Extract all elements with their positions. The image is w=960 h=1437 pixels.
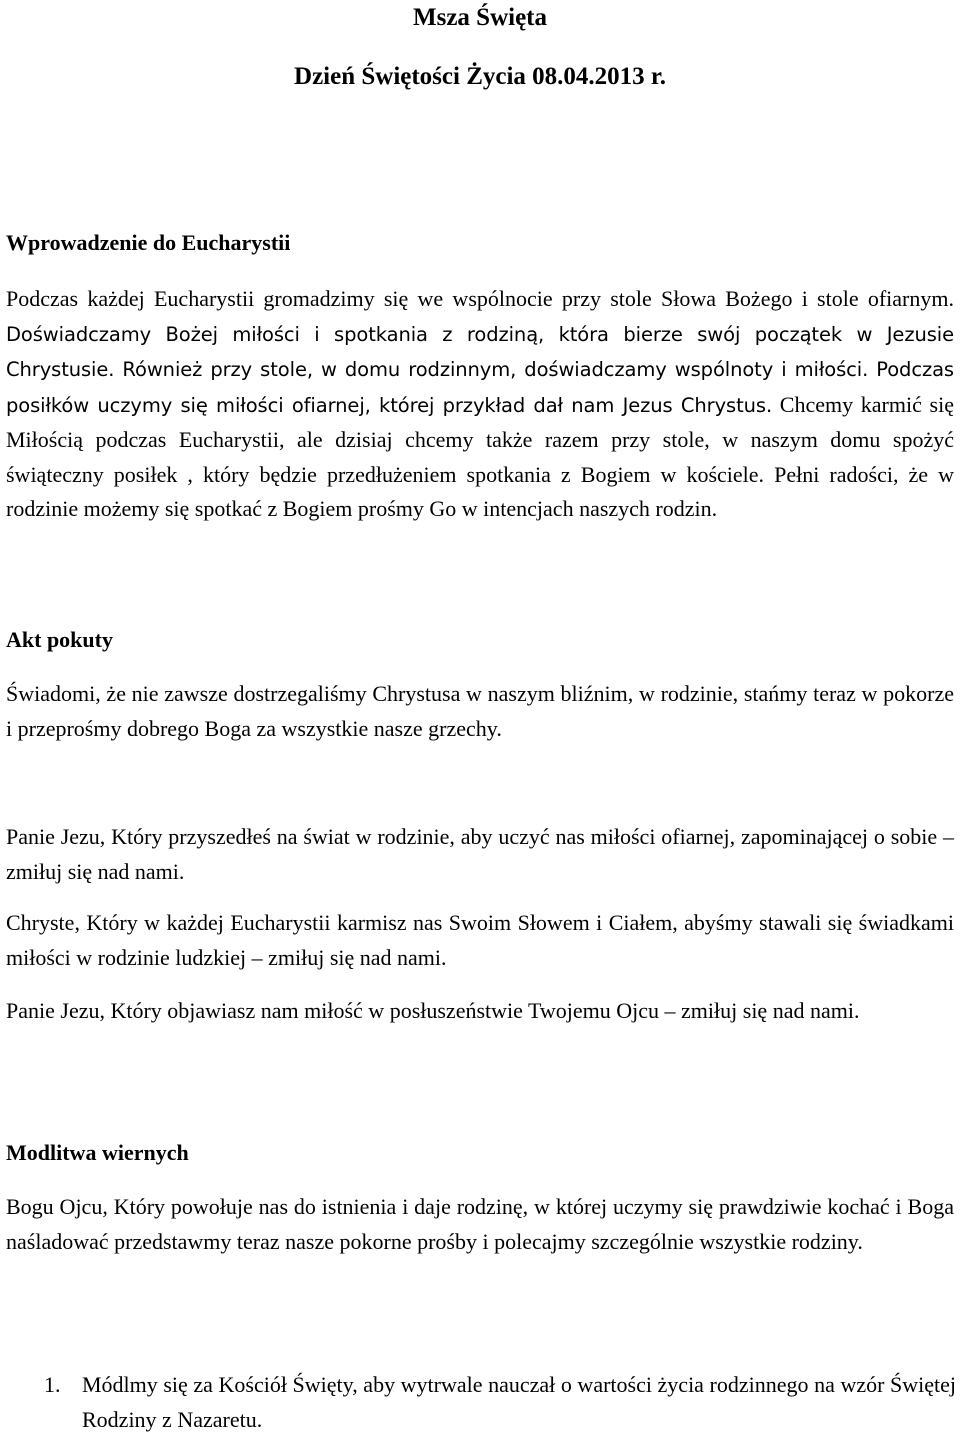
list-item-number: 1. <box>44 1372 61 1397</box>
penance-invocation-2: Chryste, Który w każdej Eucharystii karmisz nas Swoim Słowem i Ciałem, abyśmy stawali się świadkami miłości w rodzinie ludzkiej – zmiłuj się nad nami. <box>6 910 954 970</box>
prayer-intro: Bogu Ojcu, Który powołuje nas do istnienia i daje rodzinę, w której uczymy się prawdziwie kochać i Boga naśladować przedstawmy teraz nasze pokorne prośby i polecajmy szczególnie wszystkie rodziny. <box>6 1194 954 1254</box>
intro-sentence-1: Podczas każdej Eucharystii gromadzimy się we wspólnocie przy stole Słowa Bożego i stole ofiarnym. <box>6 286 954 311</box>
document-title: Msza Święta <box>413 4 547 31</box>
section-heading-penance: Akt pokuty <box>6 627 113 652</box>
list-item-text: Módlmy się za Kościół Święty, aby wytrwale nauczał o wartości życia rodzinnego na wzór Świętej Rodziny z Nazaretu. <box>82 1372 956 1432</box>
intro-sentence-3: Chcemy karmić się Miłością podczas Eucharystii, ale dzisiaj chcemy także razem przy stole, w naszym domu spożyć świąteczny posiłek , który będzie przedłużeniem spotkania z Bogiem w kościele. <box>6 391 954 487</box>
list-item <box>44 1368 956 1437</box>
penance-intro: Świadomi, że nie zawsze dostrzegaliśmy Chrystusa w naszym bliźnim, w rodzinie, stańmy teraz w pokorze i przeprośmy dobrego Boga za wszystkie nasze grzechy. <box>6 681 954 741</box>
intro-sentence-4: Pełni radości, że w rodzinie możemy się spotkać z Bogiem prośmy Go w intencjach naszych rodzin. <box>6 461 955 521</box>
intro-paragraph <box>6 282 954 527</box>
section-heading-prayer: Modlitwa wiernych <box>6 1140 189 1165</box>
intro-sentence-2: Doświadczamy Bożej miłości i spotkania z rodziną, która bierze swój początek w Jezusie Chrystusie. Również przy stole, w domu rodzinnym, doświadczamy wspólnoty i miłości. Podczas posiłków uczymy się miłości ofiarnej, której przykład dał nam Jezus Chrystus. <box>6 322 954 417</box>
penance-invocation-1: Panie Jezu, Który przyszedłeś na świat w rodzinie, aby uczyć nas miłości ofiarnej, zapominającej o sobie – zmiłuj się nad nami. <box>6 824 954 884</box>
section-heading-intro: Wprowadzenie do Eucharystii <box>6 230 291 255</box>
penance-invocation-3: Panie Jezu, Który objawiasz nam miłość w posłuszeństwie Twojemu Ojcu – zmiłuj się nad nami. <box>6 998 860 1023</box>
document-subtitle: Dzień Świętości Życia 08.04.2013 r. <box>294 63 666 90</box>
